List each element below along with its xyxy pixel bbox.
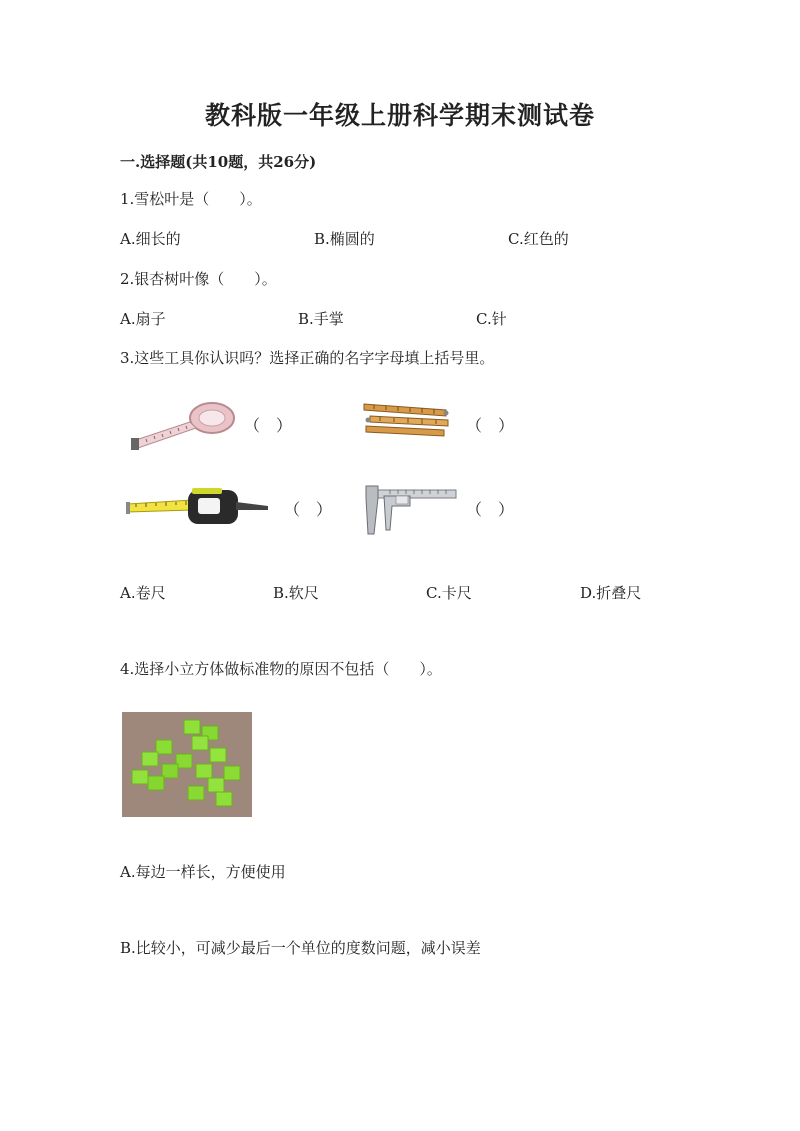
tool-4-answer-blank[interactable]: （ ） — [466, 500, 515, 519]
question-1-option-c[interactable]: C.红色的 — [508, 230, 569, 248]
caliper-image — [360, 482, 460, 540]
soft-tape-measure-image — [128, 398, 240, 454]
question-3-stem: 3.这些工具你认识吗？选择正确的名字字母填上括号里。 — [120, 349, 495, 367]
green-cubes-photo — [122, 712, 252, 817]
question-3-option-d[interactable]: D.折叠尺 — [580, 584, 642, 602]
question-3-option-b[interactable]: B.软尺 — [273, 584, 319, 602]
question-4-stem: 4.选择小立方体做标准物的原因不包括（ ）。 — [120, 660, 442, 678]
tape-measure-image — [126, 484, 270, 530]
question-2-option-a[interactable]: A.扇子 — [120, 310, 166, 328]
question-1-option-b[interactable]: B.椭圆的 — [314, 230, 375, 248]
tool-3-answer-blank[interactable]: （ ） — [284, 500, 333, 519]
question-1-stem: 1.雪松叶是（ ）。 — [120, 190, 262, 208]
tool-1-answer-blank[interactable]: （ ） — [244, 416, 293, 435]
question-2-option-c[interactable]: C.针 — [476, 310, 507, 328]
question-2-option-b[interactable]: B.手掌 — [298, 310, 344, 328]
folding-ruler-image — [360, 398, 454, 444]
question-3-option-c[interactable]: C.卡尺 — [426, 584, 472, 602]
section-heading: 一.选择题(共10题，共26分) — [120, 153, 317, 171]
question-4-option-a[interactable]: A.每边一样长，方便使用 — [120, 863, 286, 881]
question-2-stem: 2.银杏树叶像（ ）。 — [120, 270, 277, 288]
tool-2-answer-blank[interactable]: （ ） — [466, 416, 515, 435]
question-1-option-a[interactable]: A.细长的 — [120, 230, 181, 248]
question-3-option-a[interactable]: A.卷尺 — [120, 584, 166, 602]
page-title: 教科版一年级上册科学期末测试卷 — [204, 101, 595, 130]
question-4-option-b[interactable]: B.比较小，可减少最后一个单位的度数问题，减小误差 — [120, 939, 481, 957]
